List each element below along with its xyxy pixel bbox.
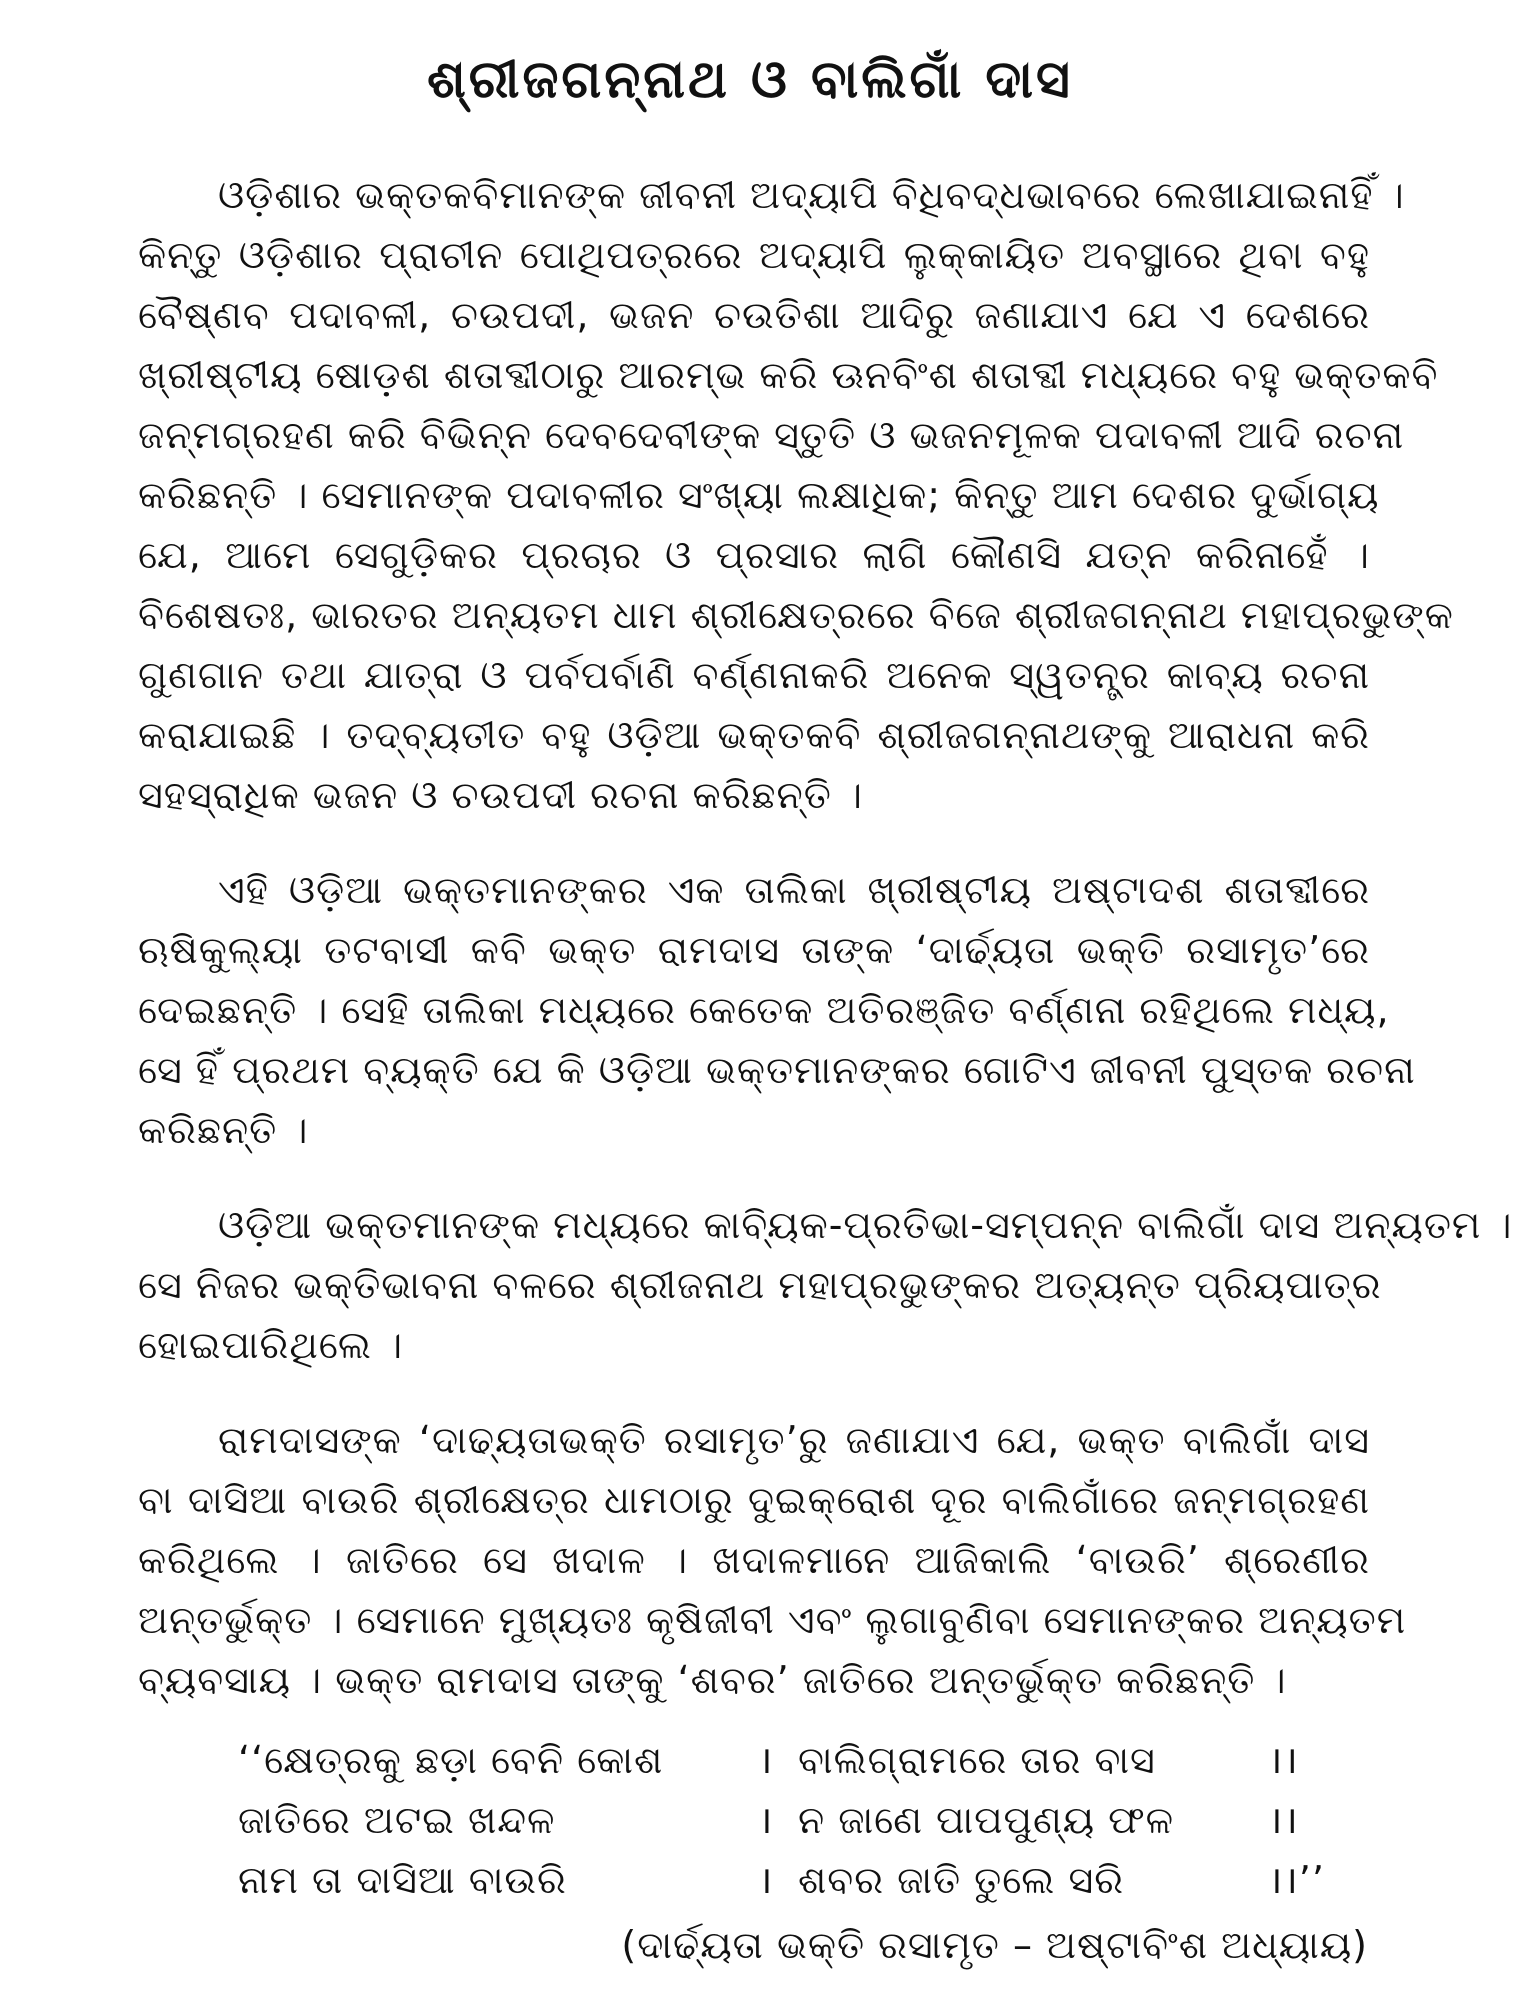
paragraph-line: ଏହି ଓଡ଼ିଆ ଭକ୍ତମାନଙ୍କର ଏକ ତାଲିକା ଖ୍ରୀଷ୍ଟୀୟ ଅଷ୍ଟାଦଶ ଶତାବ୍ଦୀରେ (218, 868, 1370, 912)
paragraph-line: କରାଯାଇଛି । ତଦ୍‌ବ୍ୟତୀତ ବହୁ ଓଡ଼ିଆ ଭକ୍ତକବି ଶ୍ରୀଜଗନ୍ନାଥଙ୍କୁ ଆରାଧନା କରି (138, 713, 1370, 757)
paragraph-line: ହୋଇପାରିଥିଲେ । (138, 1323, 404, 1367)
verse-divider: । (758, 1738, 774, 1782)
verse-second-half: ଶବର ଜାତି ତୁଲେ ସରି (798, 1858, 1125, 1902)
paragraph-line: ଗୁଣଗାନ ତଥା ଯାତ୍ରା ଓ ପର୍ବପର୍ବାଣି ବର୍ଣ୍ଣନାକରି ଅନେକ ସ୍ୱତନ୍ତ୍ର କାବ୍ୟ ରଚନା (138, 653, 1370, 697)
paragraph-line: ସେ ନିଜର ଭକ୍ତିଭାବନା ବଳରେ ଶ୍ରୀଜନାଥ ମହାପ୍ରଭୁଙ୍କର ଅତ୍ୟନ୍ତ ପ୍ରିୟପାତ୍ର (138, 1263, 1382, 1307)
verse-end-mark: ।।’’ (1268, 1858, 1325, 1902)
paragraph-line: ସେ ହିଁ ପ୍ରଥମ ବ୍ୟକ୍ତି ଯେ କି ଓଡ଼ିଆ ଭକ୍ତମାନଙ୍କର ଗୋଟିଏ ଜୀବନୀ ପୁସ୍ତକ ରଚନା (138, 1048, 1416, 1092)
paragraph-line: ଓଡ଼ିଆ ଭକ୍ତମାନଙ୍କ ମଧ୍ୟରେ କାବ୍ୟିକ-ପ୍ରତିଭା-ସମ୍ପନ୍ନ ବାଲିଗାଁ ଦାସ ଅନ୍ୟତମ । (218, 1203, 1513, 1247)
verse-line (238, 1850, 1368, 1910)
verse-end-mark: ।। (1268, 1738, 1299, 1782)
paragraph-line: ଖ୍ରୀଷ୍ଟୀୟ ଷୋଡ଼ଶ ଶତାବ୍ଦୀଠାରୁ ଆରମ୍ଭ କରି ଊନବିଂଶ ଶତାବ୍ଦୀ ମଧ୍ୟରେ ବହୁ ଭକ୍ତକବି (138, 353, 1439, 397)
paragraph-line: ବା ଦାସିଆ ବାଉରି ଶ୍ରୀକ୍ଷେତ୍ର ଧାମଠାରୁ ଦୁଇକ୍ରୋଶ ଦୂର ବାଲିଗାଁରେ ଜନ୍ମଗ୍ରହଣ (138, 1478, 1370, 1522)
paragraph-line: କରିଥିଲେ । ଜାତିରେ ସେ ଖଦାଳ । ଖଦାଳମାନେ ଆଜିକାଲି ‘ବାଉରି’ ଶ୍ରେଣୀର (138, 1538, 1370, 1582)
verse-second-half: ବାଲିଗ୍ରାମରେ ତାର ବାସ (798, 1738, 1156, 1782)
paragraph-line: ଦେଇଛନ୍ତି । ସେହି ତାଲିକା ମଧ୍ୟରେ କେତେକ ଅତିରଞ୍ଜିତ ବର୍ଣ୍ଣନା ରହିଥିଲେ ମଧ୍ୟ, (138, 988, 1390, 1032)
paragraph-line: ଓଡ଼ିଶାର ଭକ୍ତକବିମାନଙ୍କ ଜୀବନୀ ଅଦ୍ୟାପି ବିଧିବଦ୍ଧଭାବରେ ଲେଖାଯାଇନାହିଁ । (218, 173, 1405, 217)
verse-line (238, 1790, 1368, 1850)
verse-first-half: ନାମ ତା ଦାସିଆ ବାଉରି (238, 1858, 567, 1902)
paragraph-line: ବୈଷ୍ଣବ ପଦାବଳୀ, ଚଉପଦୀ, ଭଜନ ଚଉତିଶା ଆଦିରୁ ଜଣାଯାଏ ଯେ ଏ ଦେଶରେ (138, 293, 1370, 337)
paragraph-line: ବିଶେଷତଃ, ଭାରତର ଅନ୍ୟତମ ଧାମ ଶ୍ରୀକ୍ଷେତ୍ରରେ ବିଜେ ଶ୍ରୀଜଗନ୍ନାଥ ମହାପ୍ରଭୁଙ୍କ (138, 593, 1454, 637)
verse-first-half: ଜାତିରେ ଅଟଇ ଖନ୍ଦଳ (238, 1798, 556, 1842)
paragraph-line: ଋଷିକୁଲ୍ୟା ତଟବାସୀ କବି ଭକ୍ତ ରାମଦାସ ତାଙ୍କ ‘ଦାର୍ଢ୍ୟତା ଭକ୍ତି ରସାମୃତ’ରେ (138, 928, 1370, 972)
paragraph-line: କିନ୍ତୁ ଓଡ଼ିଶାର ପ୍ରାଚୀନ ପୋଥିପତ୍ରରେ ଅଦ୍ୟାପି ଲୁକ୍‌କାୟିତ ଅବସ୍ଥାରେ ଥିବା ବହୁ (138, 233, 1370, 277)
verse-first-half: ‘‘କ୍ଷେତ୍ରକୁ ଛଡ଼ା ବେନି କୋଶ (238, 1738, 664, 1782)
page-title: ଶ୍ରୀଜଗନ୍ନାଥ ଓ ବାଲିଗାଁ ଦାସ (427, 50, 1073, 110)
paragraph-line: ରାମଦାସଙ୍କ ‘ଦାଢ୍ୟତାଭକ୍ତି ରସାମୃତ’ରୁ ଜଣାଯାଏ ଯେ, ଭକ୍ତ ବାଲିଗାଁ ଦାସ (218, 1418, 1370, 1462)
verse-citation: (ଦାର୍ଢ୍ୟତା ଭକ୍ତି ରସାମୃତ – ଅଷ୍ଟାବିଂଶ ଅଧ୍ୟାୟ) (621, 1923, 1368, 1967)
paragraph-line: ଅନ୍ତର୍ଭୁକ୍ତ । ସେମାନେ ମୁଖ୍ୟତଃ କୃଷିଜୀବୀ ଏବଂ ଲୁଗାବୁଣିବା ସେମାନଙ୍କର ଅନ୍ୟତମ (138, 1598, 1407, 1642)
verse-second-half: ନ ଜାଣେ ପାପପୁଣ୍ୟ ଫଳ (798, 1798, 1175, 1842)
verse-end-mark: ।। (1268, 1798, 1299, 1842)
paragraph-line: ବ୍ୟବସାୟ । ଭକ୍ତ ରାମଦାସ ତାଙ୍କୁ ‘ଶବର’ ଜାତିରେ ଅନ୍ତର୍ଭୁକ୍ତ କରିଛନ୍ତି । (138, 1658, 1287, 1702)
paragraph-line: ସହସ୍ରାଧିକ ଭଜନ ଓ ଚଉପଦୀ ରଚନା କରିଛନ୍ତି । (138, 773, 863, 817)
paragraph-line: କରିଛନ୍ତି । (138, 1108, 309, 1152)
verse-line (238, 1730, 1368, 1790)
paragraph-line: ଯେ, ଆମେ ସେଗୁଡ଼ିକର ପ୍ରଚାର ଓ ପ୍ରସାର ଲାଗି କୌଣସି ଯତ୍ନ କରିନାହେଁ । (138, 533, 1370, 577)
verse-divider: । (758, 1858, 774, 1902)
verse-divider: । (758, 1798, 774, 1842)
paragraph-line: ଜନ୍ମଗ୍ରହଣ କରି ବିଭିନ୍ନ ଦେବଦେବୀଙ୍କ ସ୍ତୁତି ଓ ଭଜନମୂଳକ ପଦାବଳୀ ଆଦି ରଚନା (138, 413, 1405, 457)
paragraph-line: କରିଛନ୍ତି । ସେମାନଙ୍କ ପଦାବଳୀର ସଂଖ୍ୟା ଲକ୍ଷାଧିକ; କିନ୍ତୁ ଆମ ଦେଶର ଦୁର୍ଭାଗ୍ୟ (138, 473, 1380, 517)
